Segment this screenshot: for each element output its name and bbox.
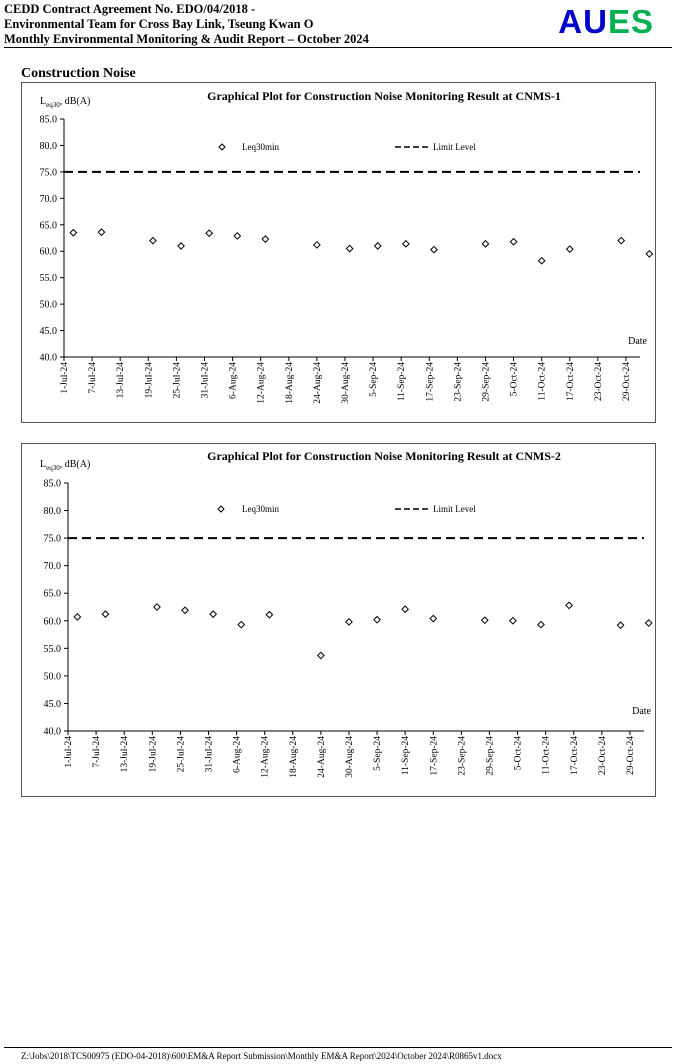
c2-y-tick-label: 70.0 [43, 561, 61, 573]
c1-x-tick-label: 13-Jul-24 [116, 362, 127, 399]
c1-y-tick-label: 75.0 [39, 167, 57, 179]
section-title: Construction Noise [21, 66, 136, 81]
c2-x-tick-label: 17-Oct-24 [569, 736, 580, 776]
c2-y-tick-label: 85.0 [43, 478, 61, 490]
c1-x-tick-label: 30-Aug-24 [340, 362, 351, 404]
c2-x-tick-label: 1-Jul-24 [64, 736, 74, 768]
report-header [4, 2, 369, 47]
logo-text-au: AU [558, 3, 608, 40]
c1-x-tick-label: 17-Sep-24 [425, 362, 436, 402]
c2-x-tick-label: 24-Aug-24 [316, 736, 327, 778]
c2-y-tick-label: 45.0 [43, 698, 61, 710]
c2-x-tick-label: 17-Sep-24 [429, 736, 440, 776]
c2-x-axis-label: Date [632, 706, 651, 717]
c1-x-tick-label: 18-Aug-24 [284, 362, 295, 404]
header-line-2: Environmental Team for Cross Bay Link, Tseung Kwan O [4, 17, 314, 31]
c2-x-tick-label: 31-Jul-24 [204, 736, 215, 773]
c1-x-tick-label: 1-Jul-24 [60, 362, 70, 394]
c1-x-tick-label: 29-Sep-24 [481, 362, 492, 402]
c1-x-tick-label: 19-Jul-24 [144, 362, 155, 399]
c2-x-tick-label: 11-Oct-24 [541, 736, 552, 775]
c2-y-tick-label: 80.0 [43, 506, 61, 518]
c1-y-tick-label: 80.0 [39, 140, 57, 152]
footer-path: Z:\Jobs\2018\TCS00975 (EDO-04-2018)\600\EM&A Report Submission\Monthly EM&A Report\2024\October 2024\R0865v1.docx [21, 1051, 502, 1061]
c1-x-tick-label: 12-Aug-24 [256, 362, 267, 404]
c2-x-tick-label: 19-Jul-24 [148, 736, 159, 773]
aues-logo [558, 4, 654, 40]
c2-x-tick-label: 29-Sep-24 [485, 736, 496, 776]
c1-y-tick-label: 65.0 [39, 220, 57, 232]
header-line-1: CEDD Contract Agreement No. EDO/04/2018 - [4, 2, 256, 16]
c1-y-tick-label: 55.0 [39, 273, 57, 285]
c1-x-tick-label: 23-Oct-24 [593, 362, 604, 402]
c1-y-tick-label: 50.0 [39, 299, 57, 311]
c1-x-tick-label: 11-Oct-24 [537, 362, 548, 401]
c1-x-tick-label: 23-Sep-24 [453, 362, 464, 402]
c2-x-tick-label: 5-Oct-24 [513, 736, 524, 771]
c2-x-tick-label: 18-Aug-24 [288, 736, 299, 778]
c1-x-axis-label: Date [628, 336, 647, 347]
logo-text-es: ES [607, 3, 654, 40]
chart-frame-cnms-1 [21, 82, 656, 423]
c2-x-tick-label: 11-Sep-24 [401, 736, 412, 776]
c1-x-tick-label: 5-Oct-24 [509, 362, 520, 397]
c1-y-axis-label: $L_{eq30}$, dB(A) [40, 96, 91, 109]
c2-y-tick-label: 60.0 [43, 616, 61, 628]
c1-legend-series-label: Leq30min [242, 142, 279, 152]
c2-x-tick-label: 25-Jul-24 [176, 736, 187, 773]
c1-x-tick-label: 31-Jul-24 [200, 362, 211, 399]
chart-frame-cnms-2 [21, 443, 656, 797]
c2-x-tick-label: 13-Jul-24 [120, 736, 131, 773]
c2-y-tick-label: 50.0 [43, 671, 61, 683]
c2-chart-title: Graphical Plot for Construction Noise Monitoring Result at CNMS-2 [207, 449, 561, 463]
c1-x-tick-label: 7-Jul-24 [88, 362, 99, 394]
c2-legend-series-label: Leq30min [242, 504, 279, 514]
c2-x-tick-label: 23-Sep-24 [457, 736, 468, 776]
c1-x-tick-label: 5-Sep-24 [369, 362, 380, 397]
c2-y-tick-label: 55.0 [43, 643, 61, 655]
c2-legend-limit-label: Limit Level [433, 504, 476, 514]
c1-chart-title: Graphical Plot for Construction Noise Monitoring Result at CNMS-1 [207, 89, 561, 103]
c1-x-tick-label: 11-Sep-24 [397, 362, 408, 402]
c2-x-tick-label: 5-Sep-24 [373, 736, 384, 771]
c1-y-tick-label: 60.0 [39, 246, 57, 258]
c2-y-tick-label: 65.0 [43, 588, 61, 600]
c1-y-tick-label: 85.0 [39, 114, 57, 126]
c1-x-tick-label: 25-Jul-24 [172, 362, 183, 399]
header-divider [4, 47, 672, 48]
c2-x-tick-label: 29-Oct-24 [625, 736, 636, 776]
c2-y-tick-label: 75.0 [43, 533, 61, 545]
footer-divider [4, 1047, 672, 1048]
c2-y-axis-label: $L_{eq30}$, dB(A) [40, 459, 91, 472]
c1-x-tick-label: 6-Aug-24 [228, 362, 239, 399]
c1-x-tick-label: 29-Oct-24 [621, 362, 632, 402]
c2-x-tick-label: 30-Aug-24 [344, 736, 355, 778]
c2-y-tick-label: 40.0 [43, 726, 61, 738]
c1-y-tick-label: 45.0 [39, 326, 57, 338]
c2-x-tick-label: 23-Oct-24 [597, 736, 608, 776]
c1-legend-limit-label: Limit Level [433, 142, 476, 152]
c2-x-tick-label: 6-Aug-24 [232, 736, 243, 773]
c1-y-tick-label: 70.0 [39, 193, 57, 205]
header-line-3: Monthly Environmental Monitoring & Audit Report – October 2024 [4, 32, 369, 46]
c1-x-tick-label: 24-Aug-24 [312, 362, 323, 404]
c1-x-tick-label: 17-Oct-24 [565, 362, 576, 402]
c2-x-tick-label: 7-Jul-24 [92, 736, 103, 768]
c1-y-tick-label: 40.0 [39, 352, 57, 364]
c2-x-tick-label: 12-Aug-24 [260, 736, 271, 778]
